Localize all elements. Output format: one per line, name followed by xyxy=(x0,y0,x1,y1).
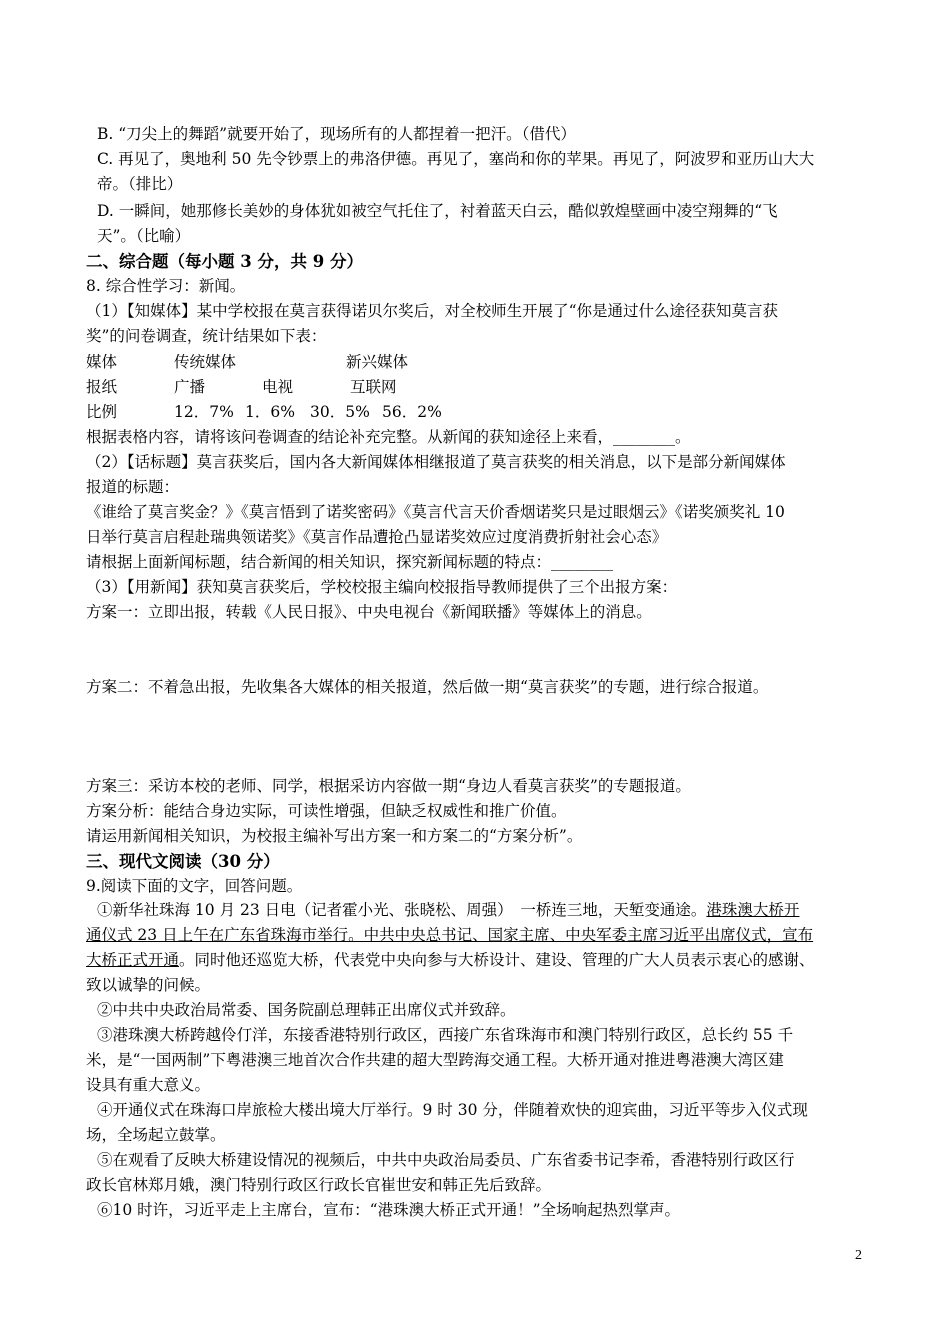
part2-line1: （2）【话标题】莫言获奖后，国内各大新闻媒体相继报道了莫言获奖的相关消息，以下是部分新闻媒体 xyxy=(86,453,786,471)
table-cell: 30．5% xyxy=(310,403,370,421)
para5-line2: 政长官林郑月娥，澳门特别行政区行政长官崔世安和韩正先后致辞。 xyxy=(86,1176,552,1194)
para1-line2: 通仪式 23 日上午在广东省珠海市举行。中共中央总书记、国家主席、中央军委主席习近平出席仪式，宣布 xyxy=(86,926,814,944)
table-cell: 电视 xyxy=(262,378,294,396)
page-number: 2 xyxy=(855,1248,862,1263)
para4-line2: 场，全场起立鼓掌。 xyxy=(86,1126,226,1144)
plan-analysis: 方案分析：能结合身边实际，可读性增强，但缺乏权威性和推广价值。 xyxy=(86,802,567,820)
option-c-line2: 帝。（排比） xyxy=(97,175,183,193)
table-cell: 互联网 xyxy=(350,378,397,396)
part2-line2: 报道的标题： xyxy=(86,478,180,496)
table-cell: 广播 xyxy=(174,378,206,396)
plan-task: 请运用新闻相关知识，为校报主编补写出方案一和方案二的“方案分析”。 xyxy=(86,827,583,845)
para1-underlined: 港珠澳大桥开 xyxy=(706,901,800,919)
section2-heading: 二、综合题（每小题 3 分，共 9 分） xyxy=(86,252,363,271)
para3-line3: 设具有重大意义。 xyxy=(86,1076,211,1094)
option-c-line1: C. 再见了，奥地利 50 先令钞票上的弗洛伊德。再见了，塞尚和你的苹果。再见了，阿波罗和亚历山大大 xyxy=(97,150,815,168)
table-cell: 12．7% xyxy=(174,403,234,421)
plan-3: 方案三：采访本校的老师、同学，根据采访内容做一期“身边人看莫言获奖”的专题报道。 xyxy=(86,777,691,795)
para3-line2: 米，是“一国两制”下粤港澳三地首次合作共建的超大型跨海交通工程。大桥开通对推进粤港澳大湾区建 xyxy=(86,1051,784,1069)
para1-line1 xyxy=(97,898,799,923)
part3-line1: （3）【用新闻】获知莫言获奖后，学校校报主编向校报指导教师提供了三个出报方案： xyxy=(86,578,678,596)
para1-line3 xyxy=(86,948,815,973)
para5-line1: ⑤在观看了反映大桥建设情况的视频后，中共中央政治局委员、广东省委书记李希，香港特别行政区行 xyxy=(97,1151,795,1169)
question-9: 9.阅读下面的文字，回答问题。 xyxy=(86,877,303,895)
part2-titles-line1: 《谁给了莫言奖金？》《莫言悟到了诺奖密码》《莫言代言天价香烟诺奖只是过眼烟云》《诺奖颁奖礼 10 xyxy=(86,503,785,521)
part1-conclusion: 根据表格内容，请将该问卷调查的结论补充完整。从新闻的获知途径上来看，________。 xyxy=(86,428,691,446)
table-cell: 报纸 xyxy=(86,378,118,396)
part2-prompt: 请根据上面新闻标题，结合新闻的相关知识，探究新闻标题的特点：________ xyxy=(86,553,614,571)
section3-heading: 三、现代文阅读（30 分） xyxy=(86,852,280,871)
table-cell: 比例 xyxy=(86,403,118,421)
part1-line1: （1）【知媒体】某中学校报在莫言获得诺贝尔奖后，对全校师生开展了“你是通过什么途径获知莫言获 xyxy=(86,302,779,320)
para1-text: 。同时他还巡览大桥，代表党中央向参与大桥设计、建设、管理的广大人员表示衷心的感谢、 xyxy=(179,951,815,969)
table-cell: 1．6% xyxy=(245,403,295,421)
option-d-line2: 天”。（比喻） xyxy=(97,227,191,245)
table-cell: 媒体 xyxy=(86,353,118,371)
para2: ②中共中央政治局常委、国务院副总理韩正出席仪式并致辞。 xyxy=(97,1001,516,1019)
plan-1: 方案一：立即出报，转载《人民日报》、中央电视台《新闻联播》等媒体上的消息。 xyxy=(86,603,652,621)
table-cell: 新兴媒体 xyxy=(346,353,409,371)
option-d-line1: D. 一瞬间，她那修长美妙的身体犹如被空气托住了，衬着蓝天白云，酷似敦煌壁画中凌空翔舞的“飞 xyxy=(97,202,778,220)
para6: ⑥10 时许，习近平走上主席台，宣布：“港珠澳大桥正式开通！”全场响起热烈掌声。 xyxy=(97,1201,681,1219)
plan-2: 方案二：不着急出报，先收集各大媒体的相关报道，然后做一期“莫言获奖”的专题，进行综合报道。 xyxy=(86,678,769,696)
option-b: B. “刀尖上的舞蹈”就要开始了，现场所有的人都捏着一把汗。（借代） xyxy=(97,125,576,143)
para3-line1: ③港珠澳大桥跨越伶仃洋，东接香港特别行政区，西接广东省珠海市和澳门特别行政区，总长约 55 千 xyxy=(97,1026,794,1044)
para1-underlined: 大桥正式开通 xyxy=(86,951,180,969)
table-cell: 56．2% xyxy=(382,403,442,421)
part2-titles-line2: 日举行莫言启程赴瑞典领诺奖》《莫言作品遭抢凸显诺奖效应过度消费折射社会心态》 xyxy=(86,528,668,546)
question-8: 8. 综合性学习：新闻。 xyxy=(86,277,246,295)
table-cell: 传统媒体 xyxy=(174,353,237,371)
para1-lead: ①新华社珠海 10 月 23 日电（记者霍小光、张晓松、周强） 一桥连三地，天堑变通途。 xyxy=(97,901,707,919)
para4-line1: ④开通仪式在珠海口岸旅检大楼出境大厅举行。9 时 30 分，伴随着欢快的迎宾曲，习近平等步入仪式现 xyxy=(97,1101,808,1119)
para1-line4: 致以诚挚的问候。 xyxy=(86,976,211,994)
part1-line2: 奖”的问卷调查，统计结果如下表： xyxy=(86,327,327,345)
